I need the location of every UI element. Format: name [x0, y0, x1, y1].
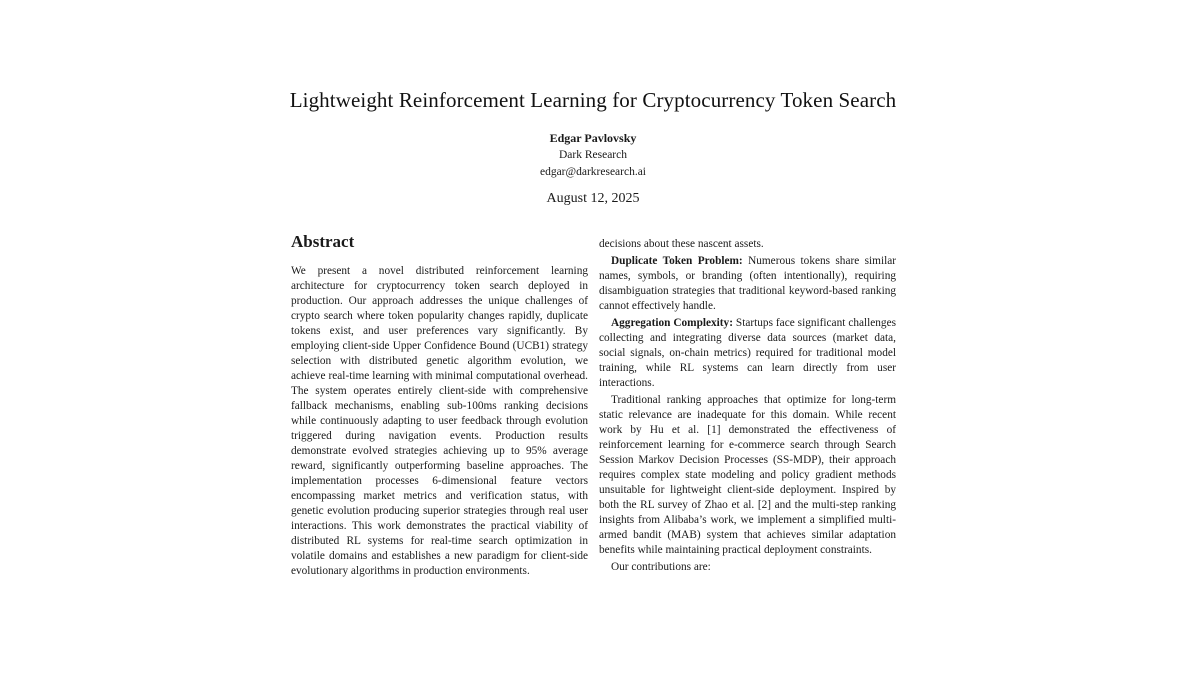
author-affiliation: Dark Research — [558, 149, 627, 161]
abstract-text: We present a novel distributed reinforcement learning architecture for cryptocurrency token search deployed in production. Our approach addresses the unique challenges of crypto search where token popularity changes rapidly, duplicate tokens exist, and user preferences vary significantly. By employing client-side Upper Confidence Bound (UCB1) strategy selection with distributed genetic algorithm evolution, we achieve real-time learning with minimal computational overhead. The system operates entirely client-side with comprehensive fallback mechanisms, enabling sub-100ms ranking decisions while continuously adapting to user feedback through evolution triggered during navigation events. Production results demonstrate evolved strategies achieving up to 95% average reward, significantly outperforming baseline approaches. The implementation processes 6-dimensional feature vectors encompassing market metrics and verification status, with genetic evolution producing superior strategies through real user interactions. This work demonstrates the practical viability of distributed RL systems for real-time search optimization in volatile domains and establishes a new paradigm for client-side evolutionary algorithms in production environments. — [291, 265, 588, 577]
paper-title: Lightweight Reinforcement Learning for Cryptocurrency Token Search — [289, 88, 897, 112]
traditional-ranking-paragraph: Traditional ranking approaches that optimize for long-term static relevance are inadequate for this domain. While recent work by Hu et al. [1] demonstrated the effectiveness of reinforcement learning for e-commerce search through Search Session Markov Decision Processes (SS-MDP), their approach requires complex state modeling and policy gradient methods unsuitable for lightweight client-side deployment. Inspired by both the RL survey of Zhao et al. [2] and the multi-step ranking insights from Alibaba’s work, we implement a simplified multi-armed bandit (MAB) system that achieves similar adaptation benefits while maintaining practical deployment constraints. — [599, 394, 896, 556]
contributions-intro: Our contributions are: — [611, 561, 711, 573]
aggregation-label: Aggregation Complexity: — [611, 317, 733, 329]
right-column — [599, 237, 896, 577]
duplicate-token-paragraph — [599, 254, 896, 314]
abstract-heading: Abstract — [291, 232, 355, 251]
paper-date: August 12, 2025 — [546, 191, 640, 206]
duplicate-token-text: Numerous tokens share similar names, symbols, or branding (often intentionally), requiring disambiguation strategies that traditional keyword-based ranking cannot effectively handle. — [599, 255, 896, 312]
left-column — [291, 264, 588, 579]
duplicate-token-label: Duplicate Token Problem: — [611, 255, 743, 267]
continuation-paragraph: decisions about these nascent assets. — [599, 238, 764, 250]
aggregation-text: Startups face significant challenges collecting and integrating diverse data sources (market data, social signals, on-chain metrics) required for traditional model training, while RL systems can learn directly from user interactions. — [599, 317, 896, 389]
author-email: edgar@darkresearch.ai — [539, 166, 647, 178]
aggregation-paragraph — [599, 316, 896, 391]
author-name: Edgar Pavlovsky — [549, 131, 637, 145]
